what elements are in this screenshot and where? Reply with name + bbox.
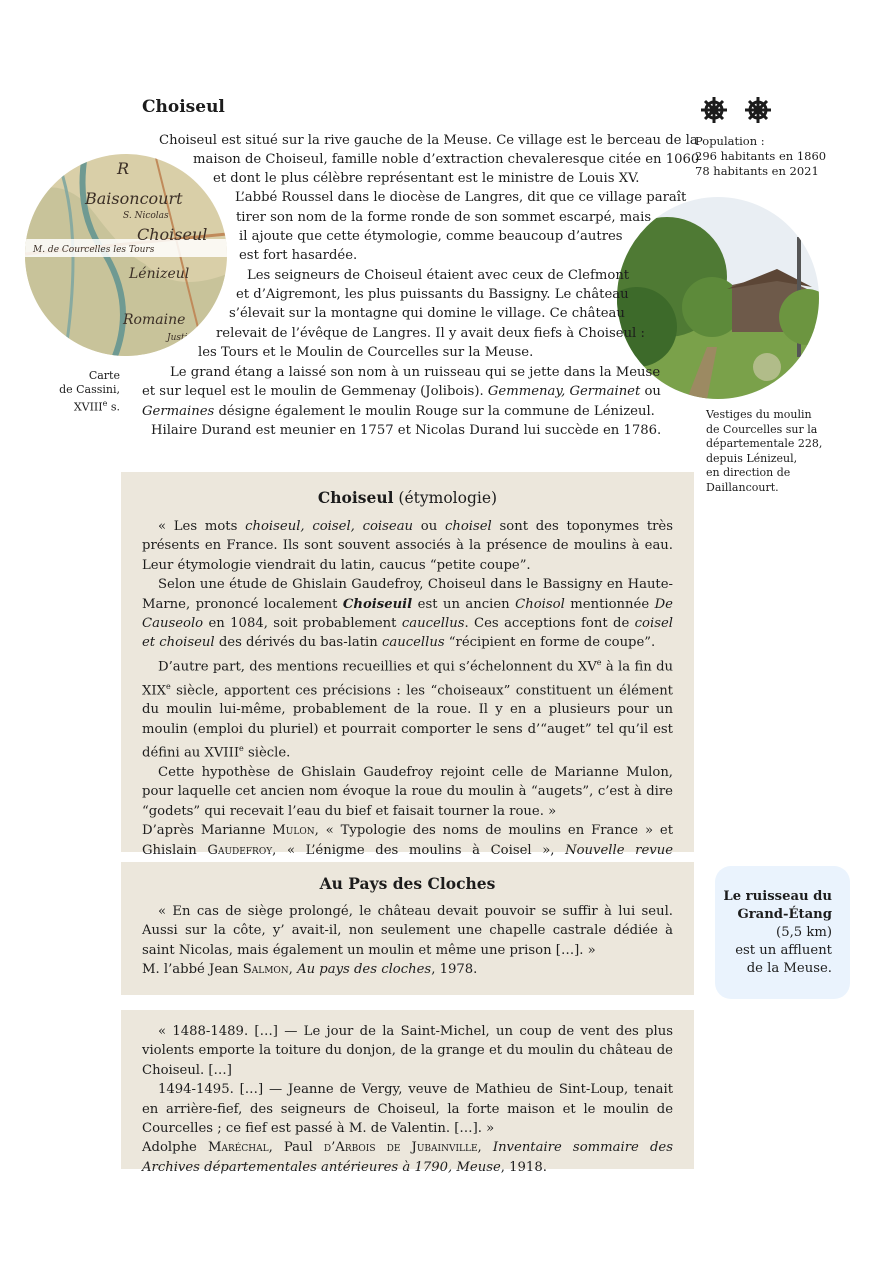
intro-line: L’abbé Roussel dans le diocèse de Langres, dit que ce village paraît [235,190,687,205]
intro-line: Germaines désigne également le moulin Rouge sur la commune de Lénizeul. [142,404,655,419]
caption-line: depuis Lénizeul, [706,451,798,465]
cloches-source: M. l’abbé Jean Salmon, Au pays des cloches, 1978. [142,962,478,978]
intro-line: maison de Choiseul, famille noble d’extraction chevaleresque citée en 1060 [193,152,700,167]
intro-line: Hilaire Durand est meunier en 1757 et Nicolas Durand lui succède en 1786. [151,423,662,438]
mill-wheel-rating [698,94,778,126]
map-label: R [117,159,130,178]
mill-caption [706,408,856,495]
caption-line: de Cassini, [59,383,120,396]
archives-paragraph: 1494-1495. […] — Jeanne de Vergy, veuve de Mathieu de Sint-Loup, tenait en arrière-fief, des seigneurs de Choiseul, la forte maison et le moulin de Courcelles ; ce fief est passé à M. de Valentin. […]. » [142,1082,673,1137]
population-2021: 78 habitants en 2021 [695,164,819,178]
intro-line: et d’Aigremont, les plus puissants du Bassigny. Le château [236,287,629,302]
population-block [695,134,826,179]
population-1860: 296 habitants en 1860 [695,149,827,163]
caption-line: départementale 228, [706,437,823,450]
caption-line: de Courcelles sur la [706,422,818,436]
intro-line: les Tours et le Moulin de Courcelles sur la Meuse. [198,345,534,360]
archives-source: Adolphe Maréchal, Paul d’Arbois de Jubainville, Inventaire sommaire des Archives départementales antérieures à 1790, Meuse, 1918. [142,1140,673,1175]
map-label: Baisoncourt [85,189,183,208]
intro-line: il ajoute que cette étymologie, comme beaucoup d’autres [239,229,623,244]
map-label: M. de Courcelles les Tours [33,245,155,255]
archives-paragraph: « 1488-1489. […] — Le jour de la Saint-Michel, un coup de vent des plus violents emporte la toiture du donjon, de la grange et du moulin du château de Choiseul. […] [142,1024,673,1078]
etymology-box [121,472,694,858]
cloches-title: Au Pays des Cloches [319,874,496,893]
intro-line: s’élevait sur la montagne qui domine le village. Ce château [229,306,625,321]
page-title: Choiseul [142,97,225,117]
etymology-title: Choiseul (étymologie) [317,488,498,507]
intro-line: est fort hasardée. [239,248,358,263]
map-label: Justice [167,333,198,343]
caption-line: Vestiges du moulin [706,408,812,421]
etymology-paragraph: Selon une étude de Ghislain Gaudefroy, Choiseul dans le Bassigny en Haute-Marne, prononcé localement Choiseuil est un ancien Choisol mentionnée De Causeolo en 1084, soit probablement caucellus. Ces acceptions font de coisel et choiseul des dérivés du bas-latin caucellus “récipient en forme de coupe”. [142,577,673,651]
mill-wheel-icon [745,97,771,123]
cassini-map-image [25,154,227,356]
intro-line: Le grand étang a laissé son nom à un ruisseau qui se jette dans la Meuse [170,365,661,380]
map-label: Choiseul [137,225,208,244]
cloches-quote: « En cas de siège prolongé, le château devait pouvoir se suffir à lui seul. Aussi sur la côte, y’ avait-il, non seulement une chapelle castrale dédiée à saint Nicolas, mais également un moulin et même une prison […]. » [142,904,673,958]
card-line: (5,5 km) [776,925,832,940]
etymology-paragraph: D’autre part, des mentions recueillies et qui s’échelonnent du XVe à la fin du XIXe siècle, apportent ces précisions : les “choiseaux” constituent un élément du moulin lui-même, probablement de la roue. Il y en a plusieurs pour un moulin (emploi du pluriel) et pourrait comporter le sens d’“auget” tel qu’il est défini au XVIIIe siècle. [142,657,674,761]
card-line: de la Meuse. [746,961,832,976]
caption-line: Carte [88,369,120,382]
caption-line: en direction de [706,466,791,479]
map-label: Romaine [123,312,186,328]
card-title-line: Grand-Étang [737,907,832,922]
mill-wheel-icons [698,94,778,126]
intro-line: et dont le plus célèbre représentant est le ministre de Louis XV. [213,171,640,186]
intro-line: tirer son nom de la forme ronde de son sommet escarpé, mais [236,210,652,225]
card-line: est un affluent [735,943,832,958]
map-label: S. Nicolas [123,211,169,221]
archives-box [121,1010,694,1175]
cloches-box [121,862,694,995]
etymology-paragraph: « Les mots choiseul, coisel, coiseau ou choisel sont des toponymes très présents en France. Ils sont souvent associés à la présence de moulins à eau. Leur étymologie viendrait du latin, caucus “petite coupe”. [142,519,673,573]
intro-line: et sur lequel est le moulin de Gemmenay (Jolibois). Gemmenay, Germainet ou [142,384,661,399]
intro-line: relevait de l’évêque de Langres. Il y avait deux fiefs à Choiseul : [216,326,645,341]
intro-line: Choiseul est situé sur la rive gauche de la Meuse. Ce village est le berceau de la [159,133,698,148]
caption-line: Daillancourt. [706,480,779,494]
etymology-source: D’après Marianne Mulon, « Typologie des noms de moulins en France » et Ghislain Gaudefroy, « L’énigme des moulins à Coisel », Nouvelle revue [142,823,674,858]
etymology-paragraph: Cette hypothèse de Ghislain Gaudefroy rejoint celle de Marianne Mulon, pour laquelle cet ancien nom évoque la roue du moulin à “augets”, c’est à dire “godets” qui recevait l’eau du bief et faisait tourner la roue. » [142,765,673,819]
intro-line: Les seigneurs de Choiseul étaient avec ceux de Clefmont [247,268,630,283]
card-title-line: Le ruisseau du [723,889,832,904]
population-label: Population : [695,134,765,148]
stream-info-card [715,866,850,999]
map-label: Lénizeul [129,266,190,282]
mill-wheel-icon [701,97,727,123]
map-caption [40,369,120,415]
caption-line: XVIIIe s. [73,399,120,414]
